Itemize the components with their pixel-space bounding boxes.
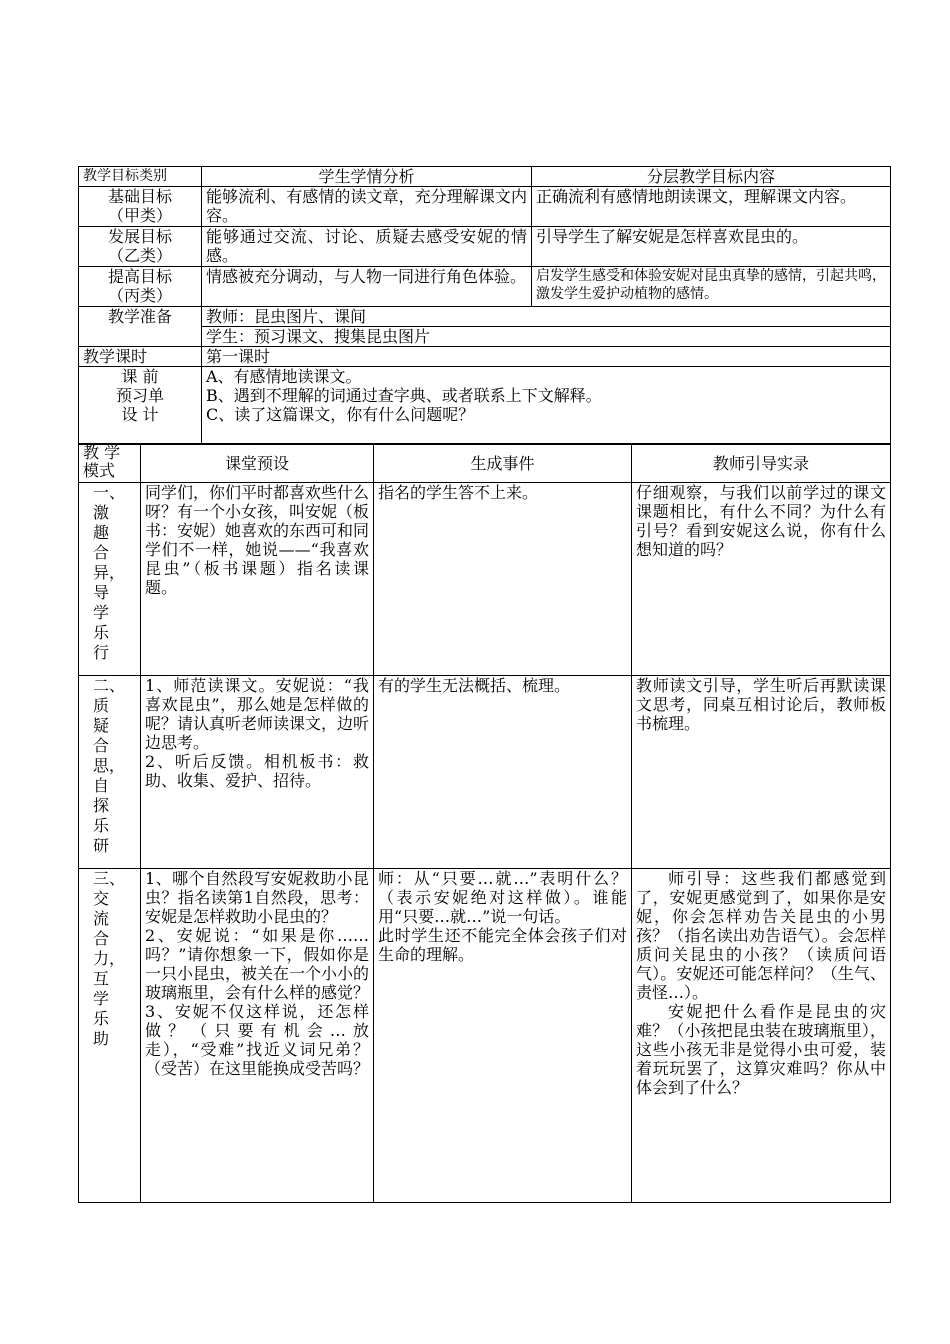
goal-content-advanced: 启发学生感受和体验安妮对昆虫真挚的感情，引起共鸣，激发学生爱护动植物的感情。 [532,267,891,307]
preview-item-c: C、读了这篇课文，你有什么问题呢？ [206,405,475,424]
event-2: 有的学生无法概括、梳理。 [374,676,632,869]
preset-3: 1、哪个自然段写安妮救助小昆虫？指名读第1自然段，思考：安妮是怎样救助小昆虫的？ 2、安妮说：“如果是你……吗？”请你想象一下，假如你是一只小昆虫，被关在一个小小的玻璃瓶里，会有什么样的感觉？ 3、安妮不仅这样说，还怎样做？（只要有机会…放走），“受难”找近义词兄弟？（受苦）在这里能换成受苦吗？ [141,869,374,1203]
mode-1: 一、激趣合异，导学乐行 [93,483,126,662]
mode-2: 二、质疑合思，自探乐研 [93,676,126,855]
goals-table [78,166,891,445]
header-event: 生成事件 [374,444,632,483]
mode-3-cell [79,869,141,1203]
hours-value: 第一课时 [202,347,891,367]
process-table [78,443,891,1203]
hours-label: 教学课时 [79,347,202,367]
event-3: 师：从“只要…就…”表明什么？（表示安妮绝对这样做）。谁能用“只要…就…”说一句话。 此时学生还不能完全体会孩子们对生命的理解。 [374,869,632,1203]
mode-2-cell [79,676,141,869]
prep-student: 学生：预习课文、搜集昆虫图片 [202,327,891,347]
goal-content-basic: 正确流利有感情地朗读课文，理解课文内容。 [532,187,891,227]
goal-category-basic: 基础目标 （甲类） [79,187,202,227]
header-guide: 教师引导实录 [632,444,891,483]
header-analysis: 学生学情分析 [202,167,532,187]
preview-item-b: B、遇到不理解的词通过查字典、或者联系上下文解释。 [206,386,602,405]
header-goal: 分层教学目标内容 [532,167,891,187]
header-preset: 课堂预设 [141,444,374,483]
guide-3-para-1: 师引导：这些我们都感觉到了，安妮更感觉到了，如果你是安妮，你会怎样劝告关昆虫的小男孩？（指名读出劝告语气）。会怎样质问关昆虫的小孩？（读质问语气）。安妮还可能怎样问？（生气、责怪…）。 [636,869,886,1002]
guide-3-para-2: 安妮把什么看作是昆虫的灾难？（小孩把昆虫装在玻璃瓶里），这些小孩无非是觉得小虫可爱，装着玩玩罢了，这算灾难吗？你从中体会到了什么？ [636,1002,886,1097]
preset-1: 同学们，你们平时都喜欢些什么呀？有一个小女孩，叫安妮（板书：安妮）她喜欢的东西可和同学们不一样，她说——“我喜欢昆虫”（板书课题）指名读课题。 [141,483,374,676]
guide-1: 仔细观察，与我们以前学过的课文课题相比，有什么不同？为什么有引号？看到安妮这么说，你有什么想知道的吗？ [632,483,891,676]
goal-content-develop: 引导学生了解安妮是怎样喜欢昆虫的。 [532,227,891,267]
preview-item-a: A、有感情地读课文。 [206,367,362,386]
goal-analysis-basic: 能够流利、有感情的读文章，充分理解课文内容。 [202,187,532,227]
header-category: 教学目标类别 [79,167,202,187]
preview-list [202,367,891,445]
guide-2: 教师读文引导，学生听后再默读课文思考，同桌互相讨论后，教师板书梳理。 [632,676,891,869]
prep-teacher: 教师：昆虫图片、课间 [202,307,891,327]
event-1: 指名的学生答不上来。 [374,483,632,676]
goal-category-advanced: 提高目标 （丙类） [79,267,202,307]
preview-label: 课 前 预习单 设 计 [79,367,202,445]
goal-analysis-advanced: 情感被充分调动，与人物一同进行角色体验。 [202,267,532,307]
guide-3 [632,869,891,1203]
goal-analysis-develop: 能够通过交流、讨论、质疑去感受安妮的情感。 [202,227,532,267]
preset-2: 1、师范读课文。安妮说：“我喜欢昆虫”，那么她是怎样做的呢？请认真听老师读课文，边听边思考。 2、听后反馈。相机板书：救助、收集、爱护、招待。 [141,676,374,869]
goal-category-develop: 发展目标 （乙类） [79,227,202,267]
prep-label: 教学准备 [79,307,202,347]
mode-3: 三、交流合力，互学乐助 [93,869,126,1048]
header-mode: 教 学 模式 [79,444,141,483]
mode-1-cell [79,483,141,676]
